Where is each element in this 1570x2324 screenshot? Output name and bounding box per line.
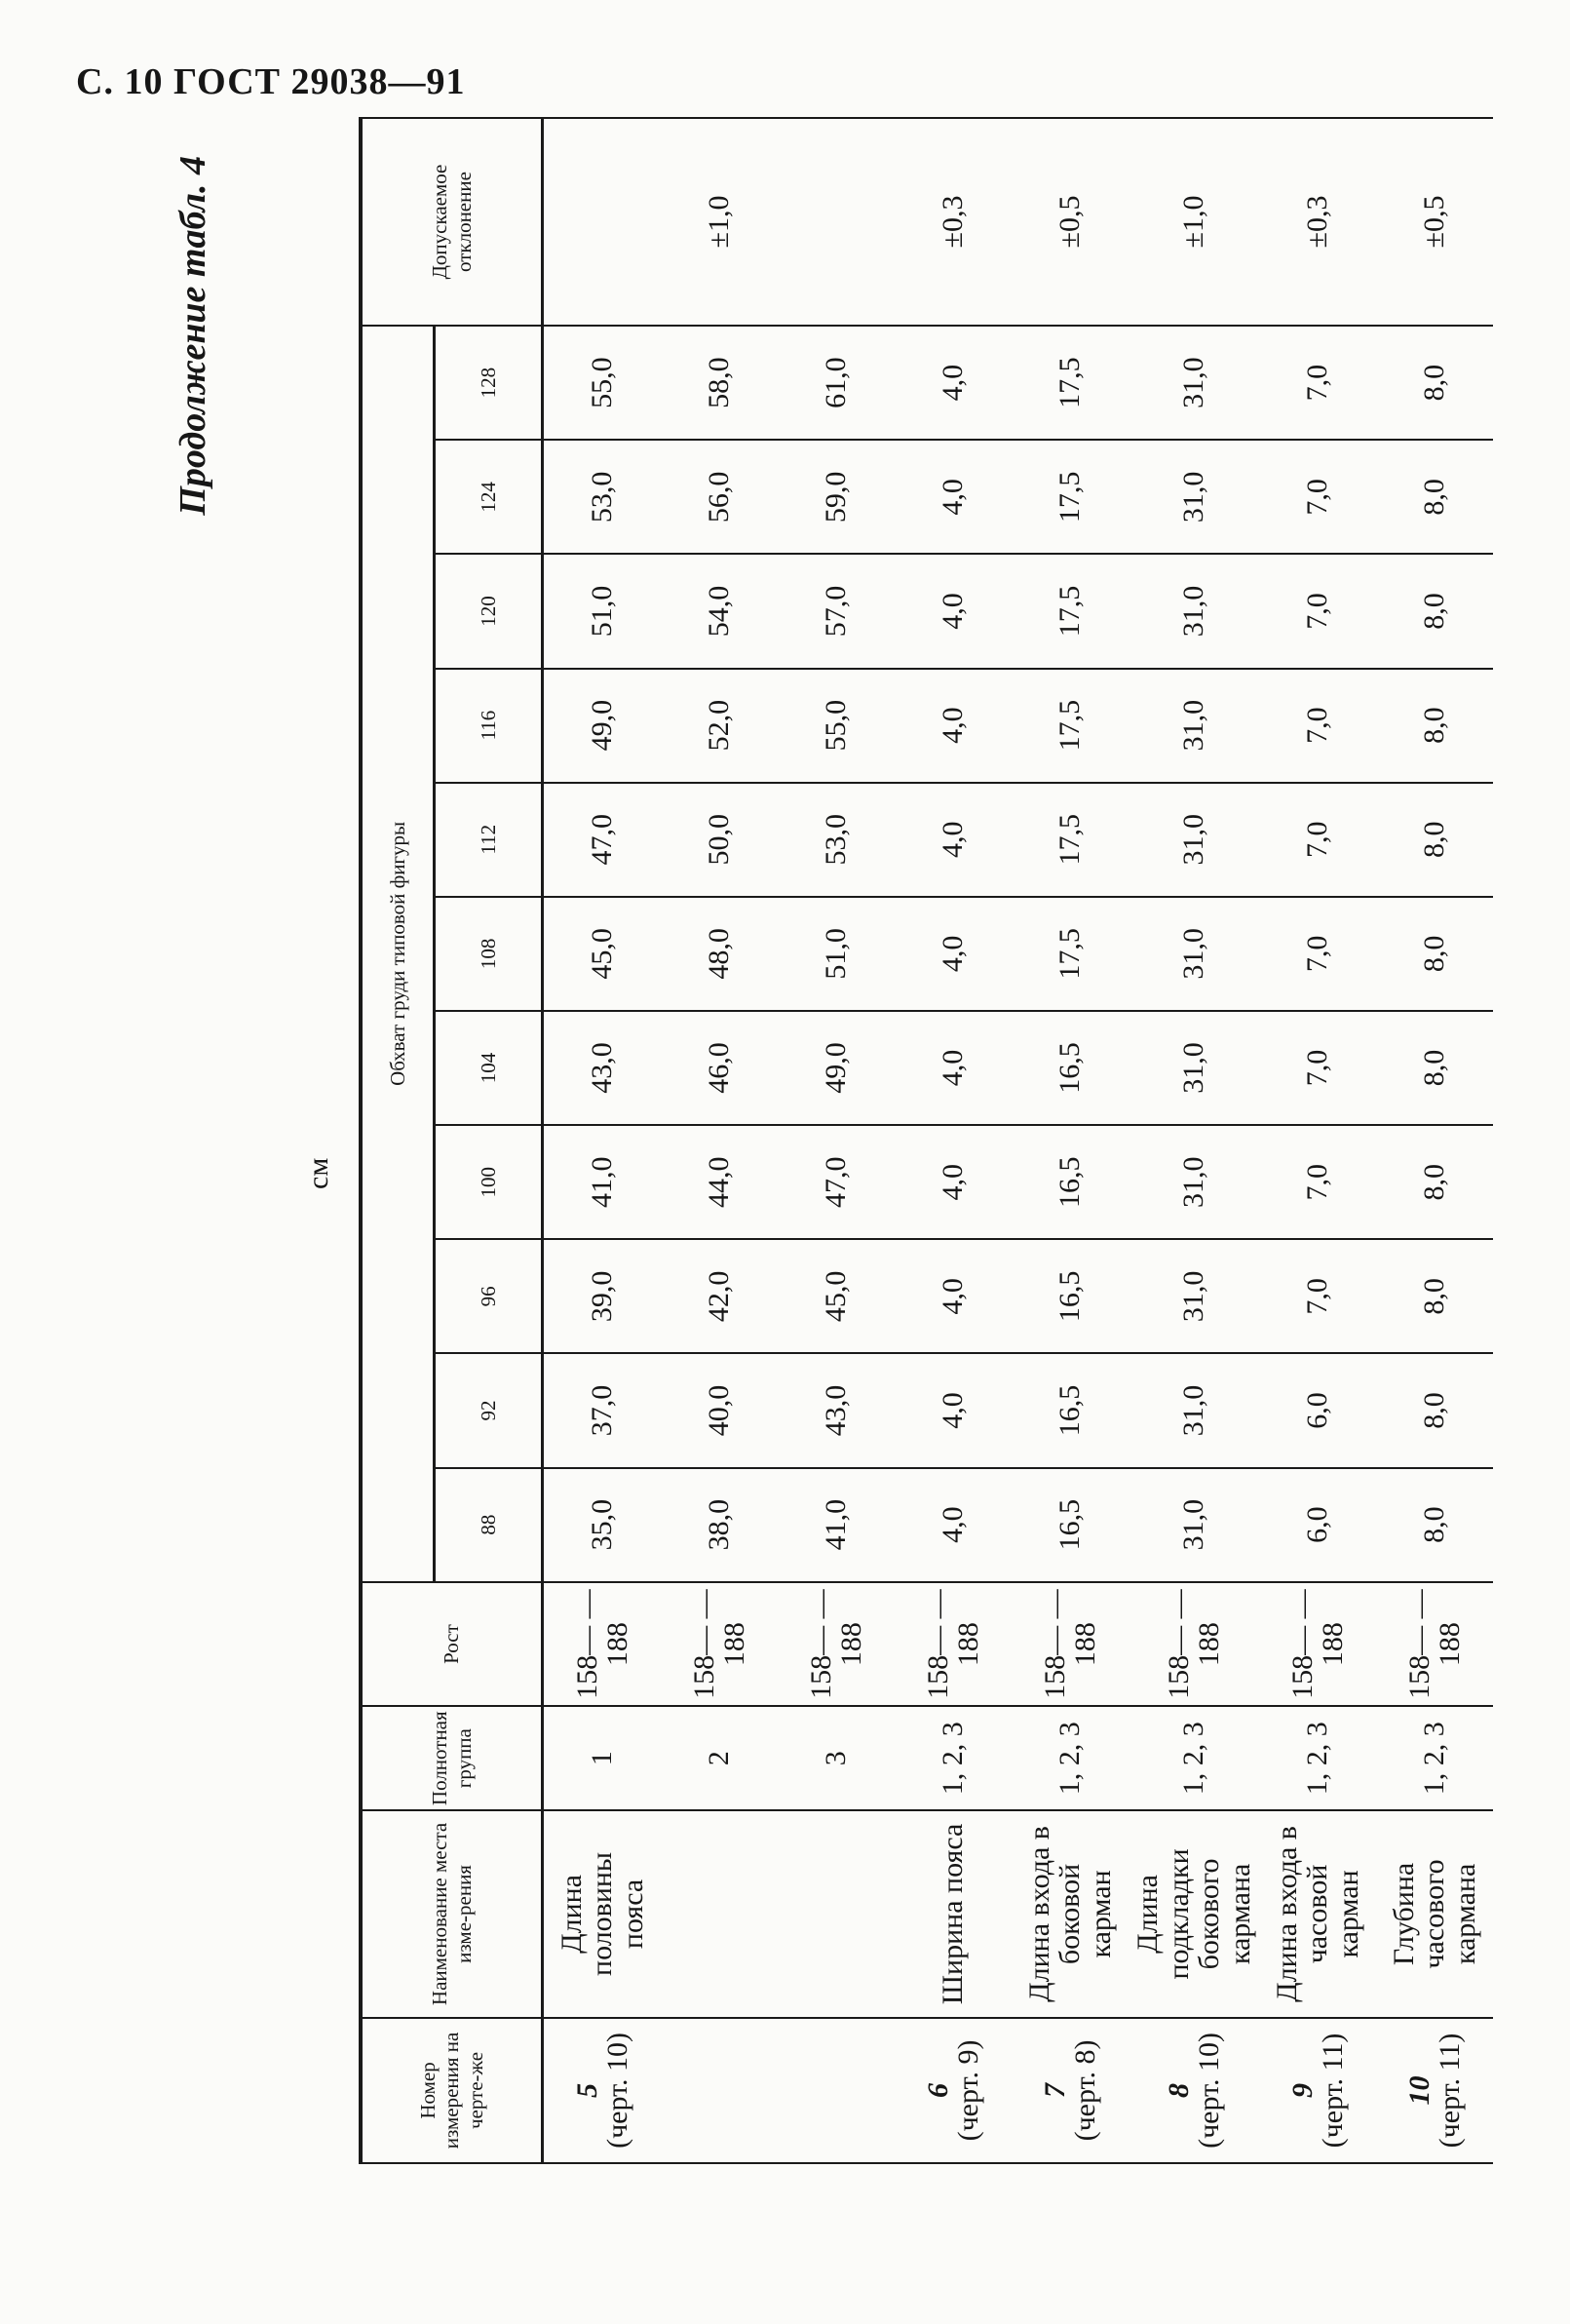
- measurement-name: [661, 1810, 778, 2018]
- height-range: 158— —188: [1259, 1582, 1376, 1707]
- value-cell: 4,0: [895, 897, 1012, 1011]
- rotated-table-block: [164, 117, 1509, 2164]
- col-header-chest: Обхват груди типовой фигуры: [361, 326, 435, 1582]
- height-range: 158— —188: [1012, 1582, 1129, 1707]
- density-group: 2: [661, 1706, 778, 1809]
- deviation-cell: [778, 118, 895, 326]
- value-cell: 7,0: [1259, 669, 1376, 783]
- value-cell: 8,0: [1376, 326, 1493, 440]
- value-cell: 39,0: [543, 1239, 662, 1353]
- deviation-cell: [543, 118, 662, 326]
- value-cell: 16,5: [1012, 1239, 1129, 1353]
- value-cell: 8,0: [1376, 1353, 1493, 1467]
- value-cell: 8,0: [1376, 669, 1493, 783]
- table-row: [661, 118, 778, 2163]
- value-cell: 31,0: [1129, 554, 1259, 668]
- value-cell: 31,0: [1129, 783, 1259, 897]
- value-cell: 31,0: [1129, 1468, 1259, 1582]
- density-group: 1, 2, 3: [1259, 1706, 1376, 1809]
- height-range: 158— —188: [543, 1582, 662, 1707]
- value-cell: 17,5: [1012, 326, 1129, 440]
- drawing-reference: (черт. 9): [952, 2039, 984, 2142]
- value-cell: 16,5: [1012, 1125, 1129, 1239]
- height-range: 158— —188: [778, 1582, 895, 1707]
- value-cell: 17,5: [1012, 554, 1129, 668]
- density-group: 1, 2, 3: [1376, 1706, 1493, 1809]
- deviation-cell: ±0,3: [895, 118, 1012, 326]
- size-header: 108: [435, 897, 543, 1011]
- measurement-number-cell: [661, 2018, 778, 2163]
- value-cell: 8,0: [1376, 440, 1493, 554]
- value-cell: 40,0: [661, 1353, 778, 1467]
- measurement-name: Длина входа в боковой карман: [1012, 1810, 1129, 2018]
- value-cell: 4,0: [895, 669, 1012, 783]
- value-cell: 31,0: [1129, 1353, 1259, 1467]
- measurement-number: 10: [1402, 2075, 1436, 2106]
- value-cell: 37,0: [543, 1353, 662, 1467]
- value-cell: 4,0: [895, 783, 1012, 897]
- value-cell: 31,0: [1129, 326, 1259, 440]
- height-range: 158— —188: [1376, 1582, 1493, 1707]
- value-cell: 45,0: [543, 897, 662, 1011]
- value-cell: 7,0: [1259, 1125, 1376, 1239]
- deviation-cell: ±0,3: [1259, 118, 1376, 326]
- value-cell: 4,0: [895, 1468, 1012, 1582]
- unit-label: см: [302, 1157, 334, 1189]
- value-cell: 31,0: [1129, 669, 1259, 783]
- value-cell: 42,0: [661, 1239, 778, 1353]
- measurement-name: Длина половины пояса: [543, 1810, 662, 2018]
- drawing-reference: (черт. 8): [1069, 2039, 1101, 2142]
- value-cell: 58,0: [661, 326, 778, 440]
- measurement-number-cell: [895, 2018, 1012, 2163]
- value-cell: 46,0: [661, 1011, 778, 1125]
- table-row: [895, 118, 1012, 2163]
- measurement-name: [778, 1810, 895, 2018]
- size-header: 92: [435, 1353, 543, 1467]
- height-range: 158— —188: [895, 1582, 1012, 1707]
- page-header: С. 10 ГОСТ 29038—91: [76, 61, 466, 102]
- size-header: 124: [435, 440, 543, 554]
- value-cell: 44,0: [661, 1125, 778, 1239]
- value-cell: 8,0: [1376, 783, 1493, 897]
- value-cell: 4,0: [895, 1239, 1012, 1353]
- value-cell: 4,0: [895, 326, 1012, 440]
- size-header: 96: [435, 1239, 543, 1353]
- value-cell: 4,0: [895, 440, 1012, 554]
- measurement-name: Длина подкладки бокового кармана: [1129, 1810, 1259, 2018]
- value-cell: 47,0: [778, 1125, 895, 1239]
- value-cell: 53,0: [543, 440, 662, 554]
- value-cell: 49,0: [778, 1011, 895, 1125]
- size-header: 128: [435, 326, 543, 440]
- value-cell: 45,0: [778, 1239, 895, 1353]
- value-cell: 31,0: [1129, 1125, 1259, 1239]
- value-cell: 8,0: [1376, 554, 1493, 668]
- col-header-deviation: Допускаемое отклонение: [361, 118, 543, 326]
- value-cell: 16,5: [1012, 1353, 1129, 1467]
- table-row: [543, 118, 662, 2163]
- density-group: 1, 2, 3: [895, 1706, 1012, 1809]
- deviation-cell: ±1,0: [1129, 118, 1259, 326]
- value-cell: 6,0: [1259, 1468, 1376, 1582]
- table-row: [1129, 118, 1259, 2163]
- height-range: 158— —188: [661, 1582, 778, 1707]
- measurement-number-cell: [1129, 2018, 1259, 2163]
- value-cell: 8,0: [1376, 1239, 1493, 1353]
- value-cell: 17,5: [1012, 669, 1129, 783]
- value-cell: 4,0: [895, 1011, 1012, 1125]
- value-cell: 41,0: [543, 1125, 662, 1239]
- value-cell: 7,0: [1259, 783, 1376, 897]
- value-cell: 7,0: [1259, 897, 1376, 1011]
- value-cell: 8,0: [1376, 1468, 1493, 1582]
- value-cell: 51,0: [778, 897, 895, 1011]
- value-cell: 61,0: [778, 326, 895, 440]
- size-header: 100: [435, 1125, 543, 1239]
- deviation-cell: ±1,0: [661, 118, 778, 326]
- value-cell: 7,0: [1259, 1011, 1376, 1125]
- height-range: 158— —188: [1129, 1582, 1259, 1707]
- value-cell: 7,0: [1259, 1239, 1376, 1353]
- measurement-number-cell: [1259, 2018, 1376, 2163]
- measurement-number: 5: [570, 2082, 603, 2098]
- size-header: 120: [435, 554, 543, 668]
- col-header-number: Номер измерения на черте-же: [361, 2018, 543, 2163]
- value-cell: 57,0: [778, 554, 895, 668]
- value-cell: 8,0: [1376, 1011, 1493, 1125]
- drawing-reference: (черт. 11): [1434, 2033, 1466, 2149]
- density-group: 1, 2, 3: [1129, 1706, 1259, 1809]
- value-cell: 6,0: [1259, 1353, 1376, 1467]
- deviation-cell: ±0,5: [1012, 118, 1129, 326]
- measurement-number: 6: [921, 2082, 954, 2098]
- deviation-cell: ±0,5: [1376, 118, 1493, 326]
- value-cell: 17,5: [1012, 440, 1129, 554]
- measurement-number-cell: [778, 2018, 895, 2163]
- value-cell: 47,0: [543, 783, 662, 897]
- table-row: [1012, 118, 1129, 2163]
- measurement-number-cell: [1012, 2018, 1129, 2163]
- size-header: 116: [435, 669, 543, 783]
- value-cell: 8,0: [1376, 897, 1493, 1011]
- value-cell: 4,0: [895, 554, 1012, 668]
- density-group: 1, 2, 3: [1012, 1706, 1129, 1809]
- measurement-name: Ширина пояса: [895, 1810, 1012, 2018]
- value-cell: 38,0: [661, 1468, 778, 1582]
- value-cell: 51,0: [543, 554, 662, 668]
- value-cell: 59,0: [778, 440, 895, 554]
- value-cell: 55,0: [778, 669, 895, 783]
- measurement-name: Длина входа в часовой карман: [1259, 1810, 1376, 2018]
- measurements-table: [359, 117, 1493, 2164]
- table-row: [1376, 118, 1493, 2163]
- drawing-reference: (черт. 10): [1193, 2033, 1225, 2149]
- size-header: 88: [435, 1468, 543, 1582]
- value-cell: 53,0: [778, 783, 895, 897]
- measurement-number: 8: [1162, 2082, 1195, 2098]
- col-header-height: Рост: [361, 1582, 543, 1707]
- density-group: 1: [543, 1706, 662, 1809]
- value-cell: 7,0: [1259, 554, 1376, 668]
- value-cell: 52,0: [661, 669, 778, 783]
- size-header: 112: [435, 783, 543, 897]
- value-cell: 7,0: [1259, 440, 1376, 554]
- value-cell: 7,0: [1259, 326, 1376, 440]
- col-header-density: Полнотная группа: [361, 1706, 543, 1809]
- measurement-name: Глубина часового кармана: [1376, 1810, 1493, 2018]
- drawing-reference: (черт. 11): [1317, 2033, 1349, 2149]
- value-cell: 43,0: [543, 1011, 662, 1125]
- measurement-number: 9: [1285, 2082, 1319, 2098]
- value-cell: 31,0: [1129, 440, 1259, 554]
- value-cell: 16,5: [1012, 1468, 1129, 1582]
- value-cell: 31,0: [1129, 897, 1259, 1011]
- drawing-reference: (черт. 10): [601, 2033, 633, 2149]
- value-cell: 16,5: [1012, 1011, 1129, 1125]
- value-cell: 17,5: [1012, 897, 1129, 1011]
- value-cell: 4,0: [895, 1353, 1012, 1467]
- value-cell: 35,0: [543, 1468, 662, 1582]
- value-cell: 55,0: [543, 326, 662, 440]
- table-row: [1259, 118, 1376, 2163]
- col-header-name: Наименование места изме-рения: [361, 1810, 543, 2018]
- value-cell: 31,0: [1129, 1239, 1259, 1353]
- size-header: 104: [435, 1011, 543, 1125]
- value-cell: 4,0: [895, 1125, 1012, 1239]
- value-cell: 49,0: [543, 669, 662, 783]
- value-cell: 8,0: [1376, 1125, 1493, 1239]
- table-caption: Продолжение табл. 4: [172, 156, 213, 516]
- measurement-number-cell: [543, 2018, 662, 2163]
- value-cell: 17,5: [1012, 783, 1129, 897]
- table-row: [778, 118, 895, 2163]
- measurement-number-cell: [1376, 2018, 1493, 2163]
- value-cell: 48,0: [661, 897, 778, 1011]
- value-cell: 56,0: [661, 440, 778, 554]
- value-cell: 54,0: [661, 554, 778, 668]
- value-cell: 41,0: [778, 1468, 895, 1582]
- value-cell: 31,0: [1129, 1011, 1259, 1125]
- value-cell: 43,0: [778, 1353, 895, 1467]
- value-cell: 50,0: [661, 783, 778, 897]
- density-group: 3: [778, 1706, 895, 1809]
- measurement-number: 7: [1038, 2082, 1071, 2098]
